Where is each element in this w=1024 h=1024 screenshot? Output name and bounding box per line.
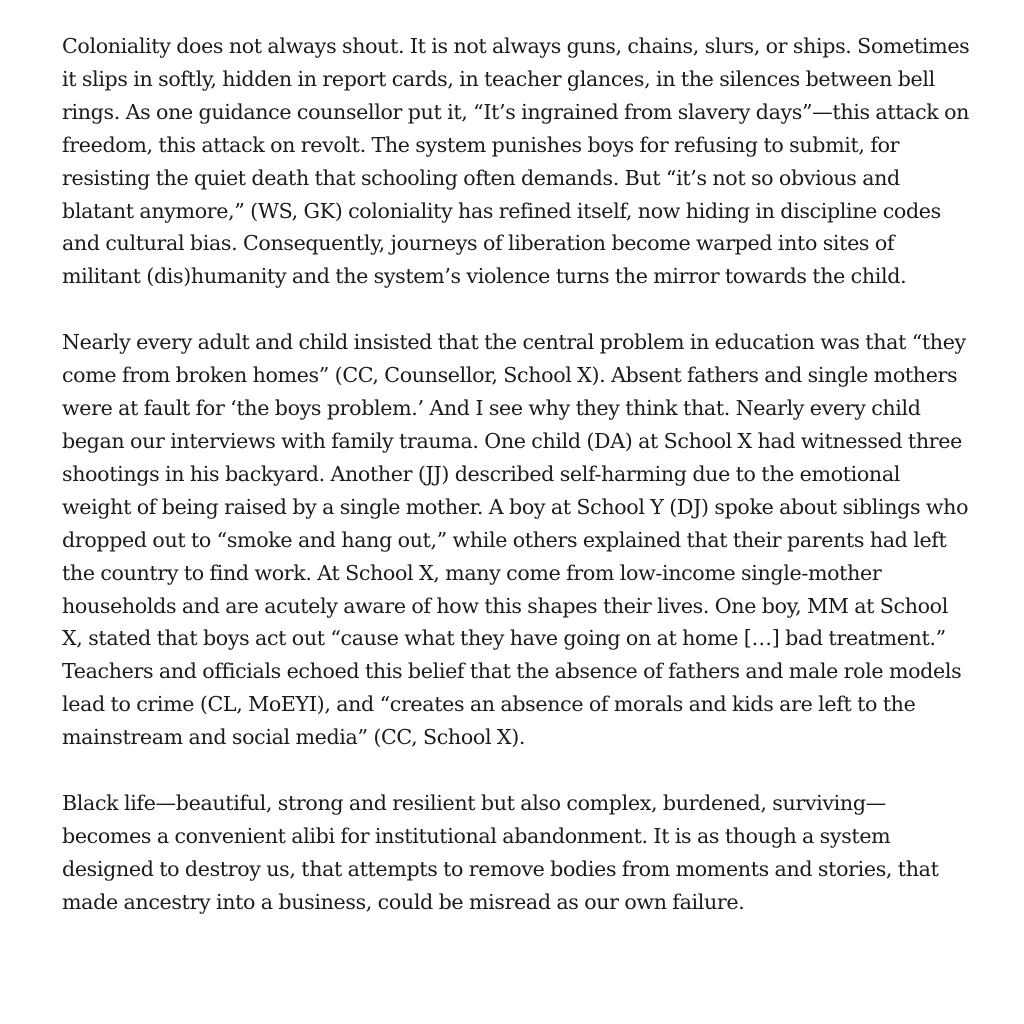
article-body <box>62 30 972 919</box>
paragraph-broken-homes: Nearly every adult and child insisted that the central problem in education was that “they come from broken homes” (CC, Counsellor, School X). Absent fathers and single mothers were at fault for ‘the boys problem.’ And I see why they think that. Nearly every child began our interviews with family trauma. One child (DA) at School X had witnessed three shootings in his backyard. Another (JJ) described self-harming due to the emotional weight of being raised by a single mother. A boy at School Y (DJ) spoke about siblings who dropped out to “smoke and hang out,” while others explained that their parents had left the country to find work. At School X, many come from low-income single-mother households and are acutely aware of how this shapes their lives. One boy, MM at School X, stated that boys act out “cause what they have going on at home […] bad treatment.” Teachers and officials echoed this belief that the absence of fathers and male role models lead to crime (CL, MoEYI), and “creates an absence of morals and kids are left to the mainstream and social media” (CC, School X). <box>62 330 969 750</box>
paragraph-black-life: Black life—beautiful, strong and resilient but also complex, burdened, surviving—becomes a convenient alibi for institutional abandonment. It is as though a system designed to destroy us, that attempts to remove bodies from moments and stories, that made ancestry into a business, could be misread as our own failure. <box>62 791 939 914</box>
paragraph-coloniality: Coloniality does not always shout. It is not always guns, chains, slurs, or ships. Sometimes it slips in softly, hidden in report cards, in teacher glances, in the silences between bell rings. As one guidance counsellor put it, “It’s ingrained from slavery days”—this attack on freedom, this attack on revolt. The system punishes boys for refusing to submit, for resisting the quiet death that schooling often demands. But “it’s not so obvious and blatant anymore,” (WS, GK) coloniality has refined itself, now hiding in discipline codes and cultural bias. Consequently, journeys of liberation become warped into sites of militant (dis)humanity and the system’s violence turns the mirror towards the child. <box>62 34 970 289</box>
